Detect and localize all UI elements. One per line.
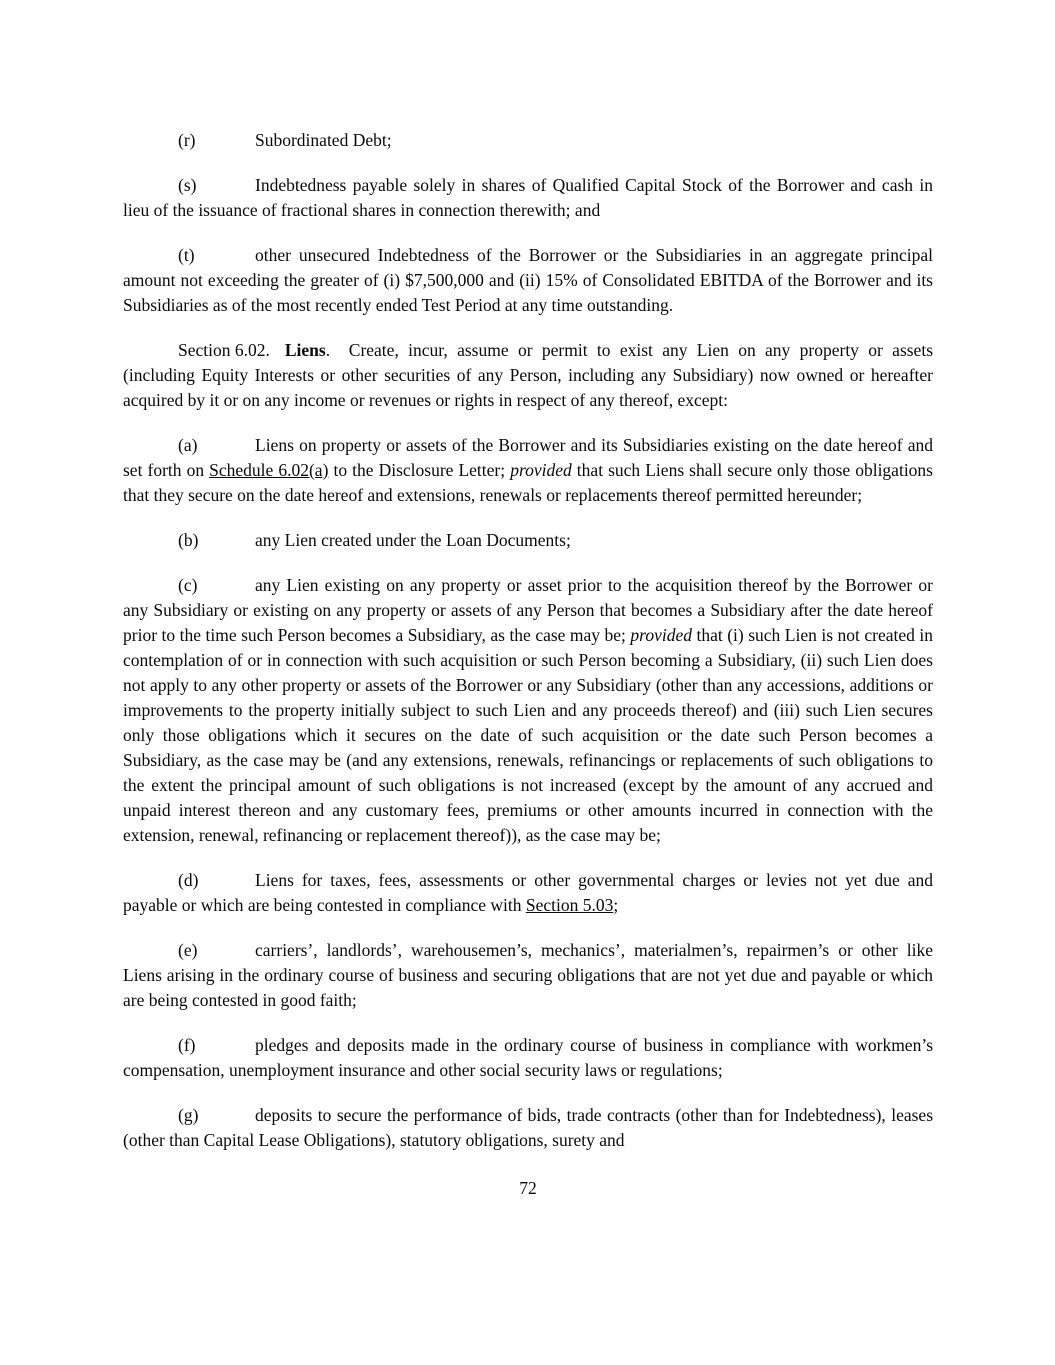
page-number: 72 <box>519 1178 537 1198</box>
paragraph-label: (b) <box>178 530 199 550</box>
paragraph-2 <box>123 173 933 223</box>
paragraph-10 <box>123 1033 933 1083</box>
paragraph-label: (r) <box>178 130 196 150</box>
text-run: other unsecured Indebtedness of the Borrower or the Subsidiaries in an aggregate principal amount not exceeding the greater of (i) $7,500,000 and (ii) 15% of Consolidated EBITDA of the Borrower and its Subsidiaries as of the most recently ended Test Period at any time outstanding. <box>123 245 933 315</box>
text-run: Liens <box>284 340 326 360</box>
text-run: provided <box>630 625 692 645</box>
paragraph-label: (a) <box>178 435 198 455</box>
text-run: provided <box>510 460 572 480</box>
text-run: that such Liens shall secure only those obligations that they secure on the date hereof and extensions, renewals or replacements thereof permitted hereunder; <box>123 460 933 505</box>
paragraph-7 <box>123 573 933 848</box>
paragraph-label: (t) <box>178 245 195 265</box>
text-run: deposits to secure the performance of bids, trade contracts (other than for Indebtedness), leases (other than Capital Lease Obligations), statutory obligations, surety and <box>123 1105 933 1150</box>
text-run: any Lien created under the Loan Documents; <box>255 530 571 550</box>
paragraph-label: (f) <box>178 1035 196 1055</box>
text-run: Section 5.03 <box>525 895 614 915</box>
text-run: to the Disclosure Letter; <box>328 460 511 480</box>
text-run: Subordinated Debt; <box>255 130 392 150</box>
paragraph-3 <box>123 243 933 318</box>
text-run: Indebtedness payable solely in shares of Qualified Capital Stock of the Borrower and cash in lieu of the issuance of fractional shares in connection therewith; and <box>123 175 933 220</box>
text-run: Liens on property or assets of the Borrower and its Subsidiaries existing on the date hereof and set forth on <box>123 435 933 480</box>
text-run: ; <box>613 895 619 915</box>
paragraph-6 <box>123 528 933 553</box>
text-run: that (i) such Lien is not created in contemplation of or in connection with such acquisition or such Person becoming a Subsidiary, (ii) such Lien does not apply to any other property or assets of the Borrower or any Subsidiary (other than any accessions, additions or improvements to the property initially subject to such Lien and any proceeds thereof) and (iii) such Lien secures only those obligations which it secures on the date of such acquisition or the date such Person becomes a Subsidiary, as the case may be (and any extensions, renewals, refinancings or replacements of such obligations to the extent the principal amount of such obligations is not increased (except by the amount of any accrued and unpaid interest thereon and any customary fees, premiums or other amounts incurred in connection with the extension, renewal, refinancing or replacement thereof)), as the case may be; <box>123 625 934 845</box>
text-run: Schedule 6.02(a) <box>209 460 329 480</box>
paragraph-label: (g) <box>178 1105 199 1125</box>
paragraph-4 <box>123 338 933 413</box>
paragraph-label: (d) <box>178 870 199 890</box>
paragraph-label: (c) <box>178 575 198 595</box>
paragraph-9 <box>123 938 933 1013</box>
paragraph-5 <box>123 433 933 508</box>
text-run: carriers’, landlords’, warehousemen’s, mechanics’, materialmen’s, repairmen’s or other like Liens arising in the ordinary course of business and securing obligations that are not yet due and payable or which are being contested in good faith; <box>123 940 933 1010</box>
paragraph-1 <box>123 128 933 153</box>
paragraph-11 <box>123 1103 933 1153</box>
text-run: Liens for taxes, fees, assessments or other governmental charges or levies not yet due and payable or which are being contested in compliance with <box>123 870 933 915</box>
paragraph-label: Section 6.02. <box>178 340 270 360</box>
text-run: any Lien existing on any property or asset prior to the acquisition thereof by the Borrower or any Subsidiary or existing on any property or assets of any Person that becomes a Subsidiary after the date hereof prior to the time such Person becomes a Subsidiary, as the case may be; <box>123 575 933 645</box>
paragraph-label: (e) <box>178 940 198 960</box>
paragraph-8 <box>123 868 933 918</box>
text-run: . Create, incur, assume or permit to exist any Lien on any property or assets (including Equity Interests or other securities of any Person, including any Subsidiary) now owned or hereafter acquired by it or on any income or revenues or rights in respect of any thereof, except: <box>123 340 933 410</box>
document-body <box>123 128 933 1201</box>
paragraph-label: (s) <box>178 175 197 195</box>
text-run: pledges and deposits made in the ordinary course of business in compliance with workmen’s compensation, unemployment insurance and other social security laws or regulations; <box>123 1035 933 1080</box>
